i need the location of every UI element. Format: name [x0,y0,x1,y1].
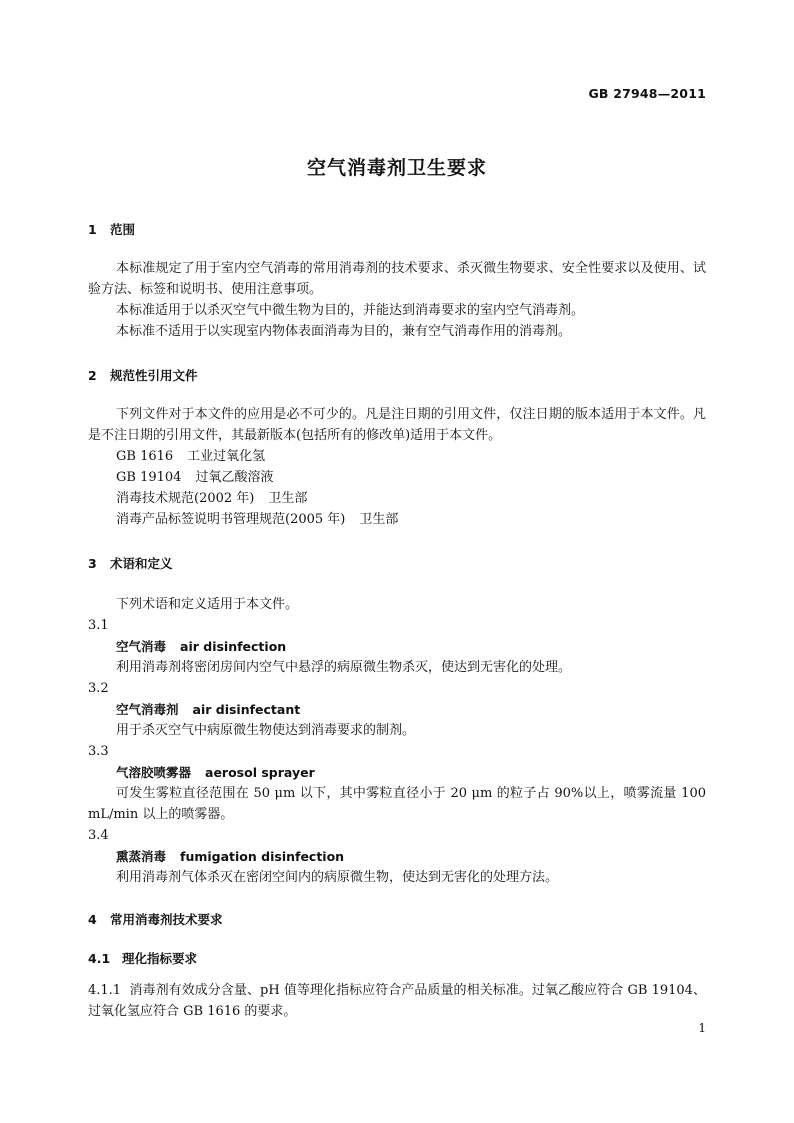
term-heading [88,762,734,783]
clause-number: 4.1.1 [88,983,122,998]
reference-item [88,509,734,530]
section-number: 2 [88,368,97,383]
term-number: 3.4 [88,828,109,843]
term-number: 3.3 [88,744,109,759]
section-1-paragraph-3: 本标准不适用于以实现室内物体表面消毒为目的，兼有空气消毒作用的消毒剂。 [116,324,572,339]
reference-code: 消毒产品标签说明书管理规范(2005 年) [116,512,346,527]
document-title: 空气消毒剂卫生要求 [306,157,487,179]
term-definition: 利用消毒剂将密闭房间内空气中悬浮的病原微生物杀灭，使达到无害化的处理。 [116,660,572,675]
term-en: aerosol sprayer [205,765,315,780]
clause-4-1-1 [88,980,706,1022]
section-number: 4 [88,912,97,927]
section-2-paragraph-1: 下列文件对于本文件的应用是必不可少的。凡是注日期的引用文件，仅注日期的版本适用于本文件。凡是不注日期的引用文件，其最新版本(包括所有的修改单)适用于本文件。 [88,407,706,443]
reference-code: 消毒技术规范(2002 年) [116,491,255,506]
page-number: 1 [698,1021,706,1035]
term-definition: 可发生雾粒直径范围在 50 μm 以下，其中雾粒直径小于 20 μm 的粒子占 90%以上，喷雾流量 100 mL/min 以上的喷雾器。 [88,786,706,822]
reference-name: 工业过氧化氢 [187,449,266,464]
reference-code: GB 19104 [116,470,182,485]
section-title: 规范性引用文件 [110,368,198,383]
subsection-4-1-heading [88,948,706,969]
term-en: fumigation disinfection [180,849,345,864]
section-title: 常用消毒剂技术要求 [110,912,223,927]
clause-text: 消毒剂有效成分含量、pH 值等理化指标应符合产品质量的相关标准。过氧乙酸应符合 GB 19104、过氧化氢应符合 GB 1616 的要求。 [88,983,706,1019]
reference-item [88,446,734,467]
term-zh: 空气消毒 [116,639,167,654]
reference-name: 卫生部 [359,512,399,527]
reference-name: 过氧乙酸溶液 [195,470,274,485]
term-heading [88,846,734,867]
section-1-paragraph-1: 本标准规定了用于室内空气消毒的常用消毒剂的技术要求、杀灭微生物要求、安全性要求以及使用、试验方法、标签和说明书、使用注意事项。 [88,261,706,297]
reference-name: 卫生部 [268,491,308,506]
section-1-paragraph-2: 本标准适用于以杀灭空气中微生物为目的，并能达到消毒要求的室内空气消毒剂。 [116,303,585,318]
term-en: air disinfection [180,639,287,654]
term-number: 3.1 [88,618,109,633]
section-number: 1 [88,222,97,237]
section-2-heading [88,365,706,386]
reference-item [88,467,734,488]
term-zh: 气溶胶喷雾器 [116,765,192,780]
section-title: 范围 [110,222,136,237]
term-definition: 利用消毒剂气体杀灭在密闭空间内的病原微生物，使达到无害化的处理方法。 [116,870,559,885]
section-number: 3 [88,556,97,571]
reference-code: GB 1616 [116,449,174,464]
term-heading [88,699,734,720]
section-title: 术语和定义 [110,556,173,571]
section-4-heading [88,909,706,930]
section-3-heading [88,553,706,574]
section-3-paragraph-1: 下列术语和定义适用于本文件。 [116,597,299,612]
subsection-title: 理化指标要求 [122,951,198,966]
term-zh: 熏蒸消毒 [116,849,167,864]
subsection-number: 4.1 [88,951,111,966]
section-1-heading [88,219,706,240]
term-number: 3.2 [88,681,109,696]
reference-item [88,488,734,509]
term-heading [88,636,734,657]
term-en: air disinfectant [192,702,301,717]
standard-code: GB 27948—2011 [588,86,706,101]
term-zh: 空气消毒剂 [116,702,179,717]
term-definition: 用于杀灭空气中病原微生物使达到消毒要求的制剂。 [116,723,416,738]
